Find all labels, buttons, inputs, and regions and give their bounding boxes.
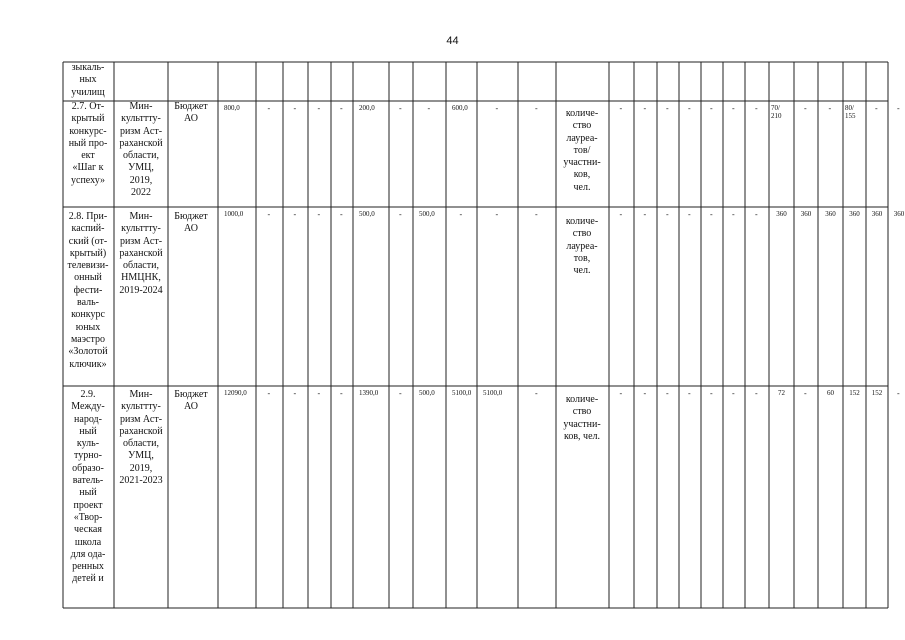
year-value-cell: - [643,210,647,219]
amount-cell: - [293,389,297,398]
year-value-cell: - [688,210,691,219]
year-value-cell: - [666,104,669,113]
row-2-7-executor: Мин- культтту- ризм Аст- раханской области, УМЦ, 2019, 2022 [119,101,163,199]
amount-cell: - [495,104,499,113]
row-2-8-indicator: количе- ство лауреа- тов, чел. [565,216,599,277]
year-value-cell: - [619,104,623,113]
amount-cell: - [317,210,321,219]
year-value-cell: - [666,210,669,219]
amount-cell: - [267,104,271,113]
year-value-cell: 360 [800,210,812,218]
year-value-cell: 72 [778,389,785,397]
row-2-8-name: 2.8. При- каспий- ский (от- крытый) телевизи- онный фести- валь- конкурс юных маэстро «Золотой ключик» [67,211,109,370]
amount-cell: - [340,104,343,113]
year-value-cell: - [875,104,878,113]
year-value-cell: - [710,104,713,113]
amount-cell: - [293,104,297,113]
year-value-cell: - [828,104,832,113]
year-value-cell: - [732,389,735,398]
year-value-cell: 60 [827,389,834,397]
year-value-cell: - [643,104,647,113]
row-2-8-executor: Мин- культтту- ризм Аст- раханской области, НМЦНК, 2019-2024 [119,211,163,296]
amount-cell: - [535,389,538,398]
year-value-cell: - [710,210,713,219]
year-value-cell: - [666,389,669,398]
amount-cell: 500,0 [419,389,435,397]
year-value-cell: 70/ 210 [771,104,782,120]
row-2-7-source: Бюджет АО [174,101,208,125]
year-value-cell: 152 [849,389,860,397]
page-number: 44 [446,35,459,47]
year-value-cell: - [619,210,623,219]
year-value-cell: - [755,210,758,219]
year-value-cell: - [755,389,758,398]
year-value-cell: - [710,389,713,398]
amount-cell: 600,0 [452,104,468,112]
amount-cell: 500,0 [359,210,375,218]
row-2-9-executor: Мин- культтту- ризм Аст- раханской области, УМЦ, 2019, 2021-2023 [119,389,163,487]
year-value-cell: - [619,389,623,398]
amount-cell: - [267,389,271,398]
year-value-cell: 360 [893,210,905,218]
amount-cell: - [427,104,431,113]
amount-cell: 1390,0 [359,389,379,397]
year-value-cell: 152 [871,389,883,397]
year-value-cell: - [732,210,735,219]
year-value-cell: - [688,389,691,398]
amount-cell: - [495,210,499,219]
amount-cell: 800,0 [224,104,240,112]
year-value-cell: - [804,104,807,113]
amount-cell: - [535,104,538,113]
year-value-cell: 360 [825,210,836,218]
year-value-cell: 80/ 155 [845,104,856,120]
row-2-8-source: Бюджет АО [174,211,208,235]
amount-cell: - [340,210,343,219]
amount-cell: - [317,104,321,113]
year-value-cell: - [643,389,647,398]
row-2-9-indicator: количе- ство участни- ков, чел. [563,394,601,442]
amount-cell: - [399,389,402,398]
amount-cell: - [459,210,463,219]
year-value-cell: 360 [849,210,860,218]
amount-cell: - [317,389,321,398]
header-continuation-cell: зыкаль- ных училищ [71,62,105,98]
year-value-cell: - [732,104,735,113]
amount-cell: 12090,0 [224,389,247,397]
year-value-cell: - [688,104,691,113]
amount-cell: 1000,0 [224,210,244,218]
amount-cell: - [293,210,297,219]
amount-cell: - [340,389,343,398]
amount-cell: 5100,0 [452,389,472,397]
year-value-cell: 360 [776,210,787,218]
row-2-7-indicator: количе- ство лауреа- тов/ участни- ков, чел. [563,108,601,193]
year-value-cell: - [897,104,900,113]
row-2-9-source: Бюджет АО [174,389,208,413]
row-2-7-name: 2.7. От- крытый конкурс- ный про- ект «Шаг к успеху» [68,101,108,186]
year-value-cell: - [755,104,758,113]
amount-cell: - [267,210,271,219]
amount-cell: - [399,104,402,113]
row-2-9-name: 2.9. Между- народ- ный куль- турно- образо- ватель- ный проект «Твор- ческая школа для ода- ренных детей и [70,389,106,585]
year-value-cell: - [804,389,807,398]
amount-cell: - [535,210,538,219]
year-value-cell: - [897,389,900,398]
amount-cell: 5100,0 [483,389,503,397]
amount-cell: 200,0 [359,104,375,112]
year-value-cell: 360 [871,210,883,218]
amount-cell: 500,0 [419,210,435,218]
amount-cell: - [399,210,402,219]
